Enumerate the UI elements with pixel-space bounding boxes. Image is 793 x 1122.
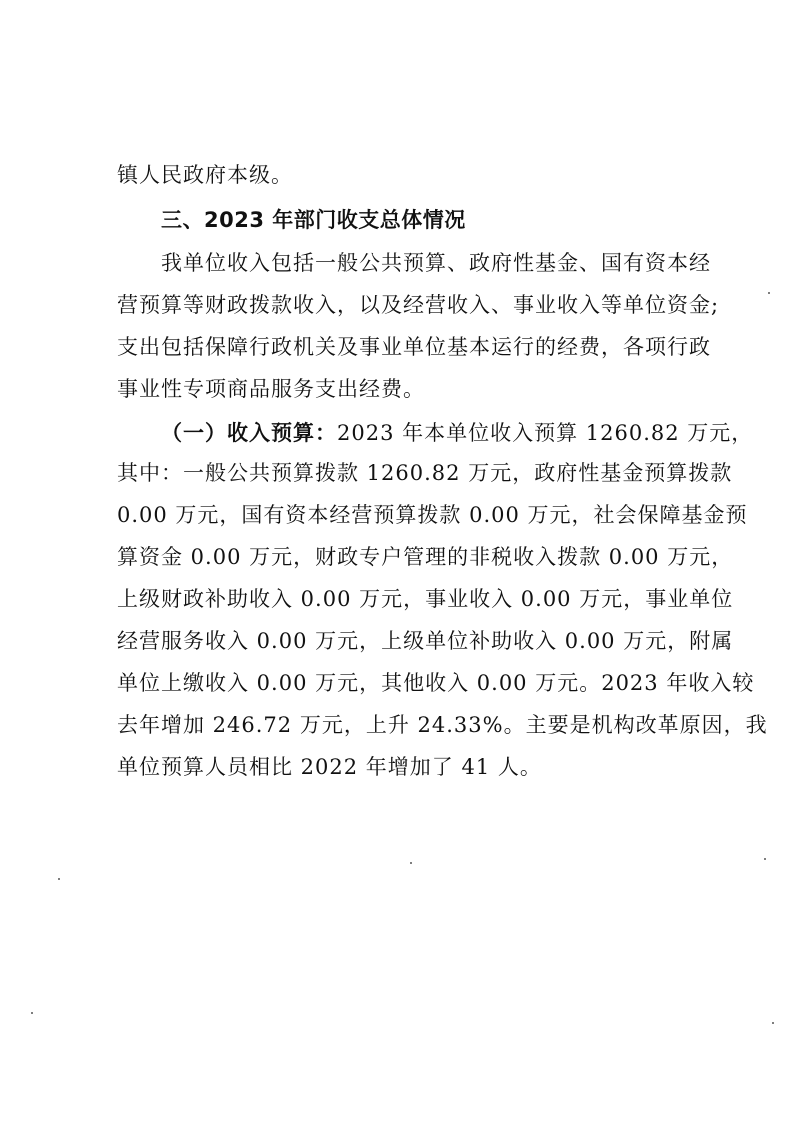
income-budget-first-line bbox=[161, 418, 753, 448]
paragraph-line: 上级财政补助收入 0.00 万元，事业收入 0.00 万元，事业单位 bbox=[117, 587, 734, 611]
paragraph-line: 经营服务收入 0.00 万元，上级单位补助收入 0.00 万元，附属 bbox=[117, 629, 734, 653]
paragraph-line: 0.00 万元，国有资本经营预算拨款 0.00 万元，社会保障基金预 bbox=[117, 503, 748, 527]
scan-speck bbox=[768, 292, 770, 294]
income-budget-label: （一）收入预算： bbox=[161, 421, 337, 445]
continuation-line: 镇人民政府本级。 bbox=[117, 163, 293, 187]
paragraph-line: 我单位收入包括一般公共预算、政府性基金、国有资本经 bbox=[161, 251, 711, 275]
paragraph-line: 去年增加 246.72 万元，上升 24.33%。主要是机构改革原因，我 bbox=[117, 713, 768, 737]
scan-speck bbox=[772, 1022, 774, 1024]
paragraph-line: 营预算等财政拨款收入，以及经营收入、事业收入等单位资金; bbox=[117, 293, 720, 317]
scan-speck bbox=[58, 878, 60, 880]
paragraph-line: 其中：一般公共预算拨款 1260.82 万元，政府性基金预算拨款 bbox=[117, 461, 733, 485]
paragraph-line: 算资金 0.00 万元，财政专户管理的非税收入拨款 0.00 万元， bbox=[117, 545, 734, 569]
scan-speck bbox=[31, 1012, 33, 1014]
scan-speck bbox=[410, 862, 412, 864]
paragraph-line: 单位预算人员相比 2022 年增加了 41 人。 bbox=[117, 755, 542, 779]
income-budget-total: 2023 年本单位收入预算 1260.82 万元， bbox=[337, 421, 754, 445]
section-heading: 三、2023 年部门收支总体情况 bbox=[161, 208, 466, 232]
paragraph-line: 支出包括保障行政机关及事业单位基本运行的经费，各项行政 bbox=[117, 335, 711, 359]
paragraph-line: 单位上缴收入 0.00 万元，其他收入 0.00 万元。2023 年收入较 bbox=[117, 671, 755, 695]
scan-speck bbox=[764, 858, 766, 860]
paragraph-line: 事业性专项商品服务支出经费。 bbox=[117, 377, 425, 401]
